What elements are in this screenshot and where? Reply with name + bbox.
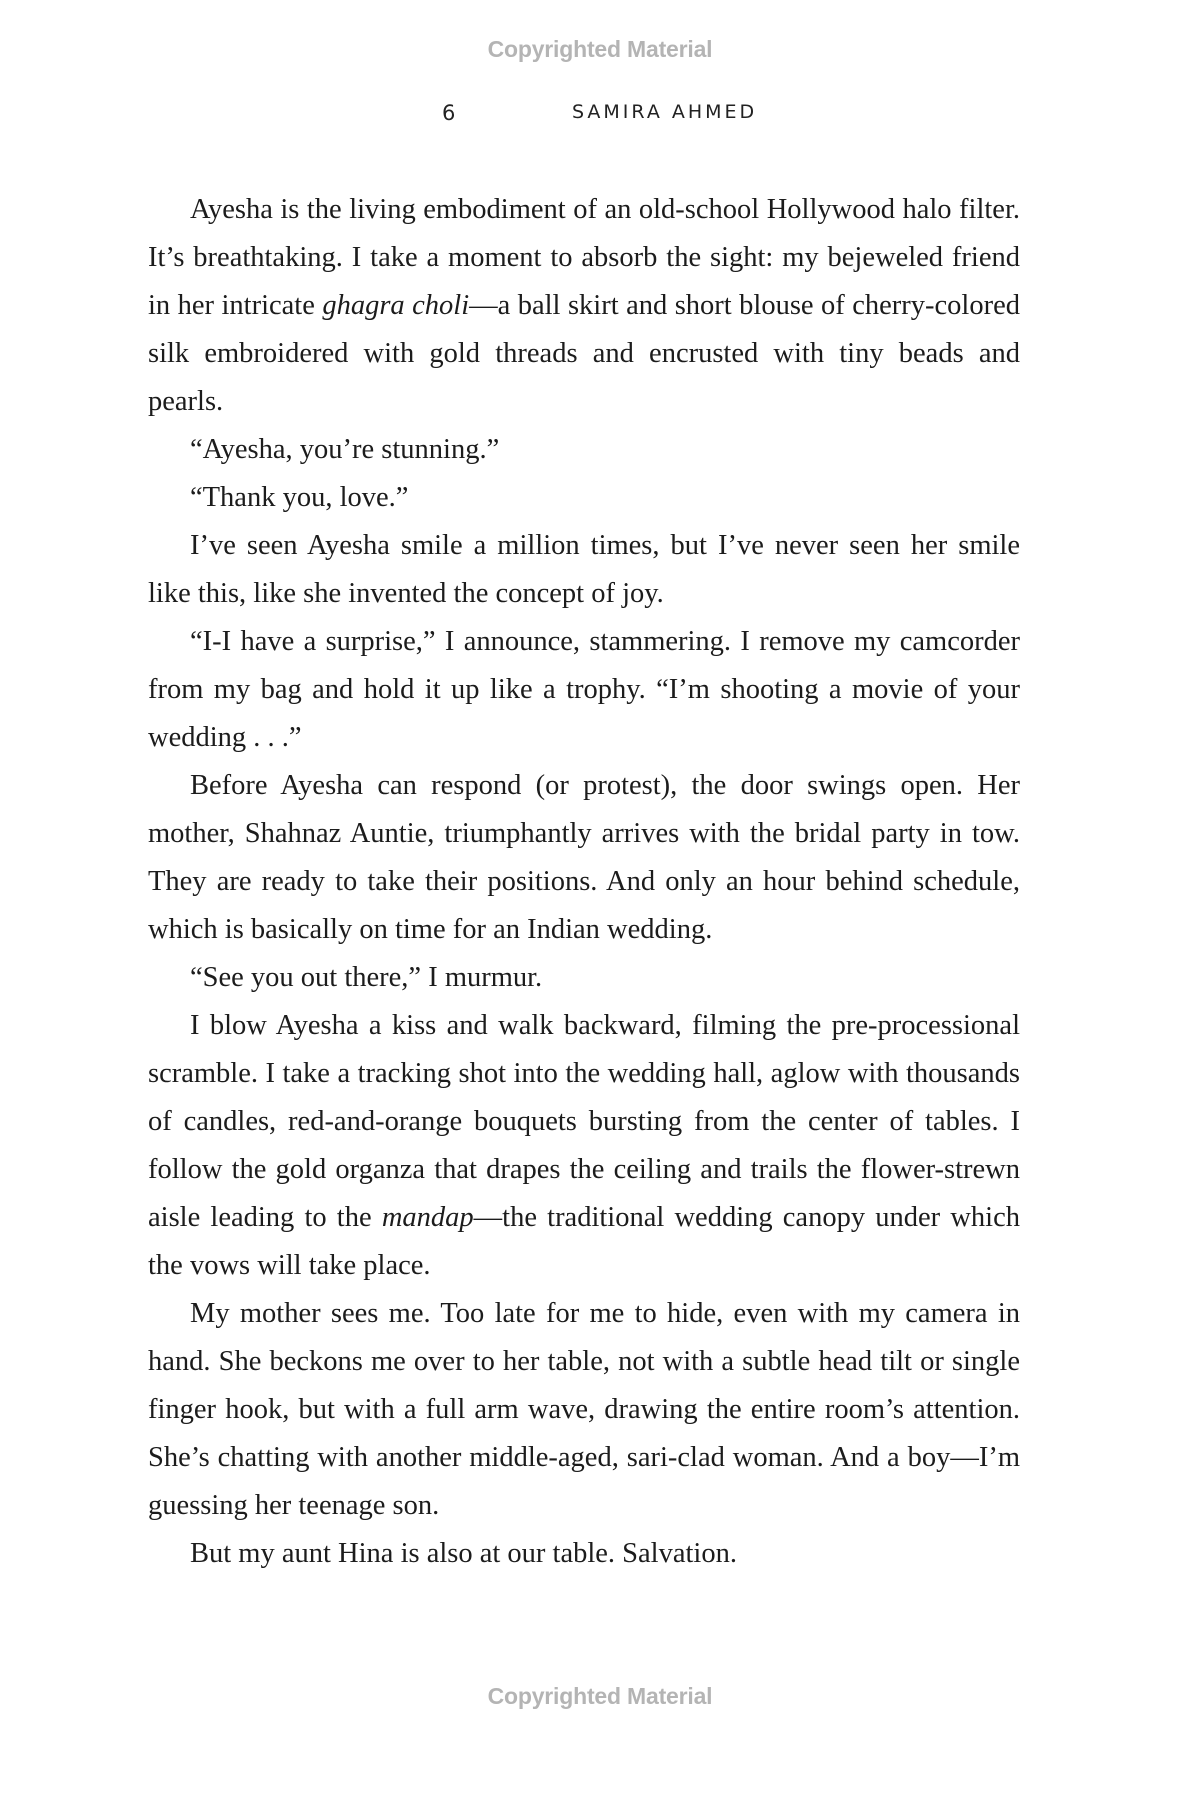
body-text bbox=[148, 186, 1020, 1578]
paragraph-1-text-a: Ayesha is the living embodiment of an old-school Hollywood halo filter. It’s breathtaking. I take a moment to absorb the sight: my bejeweled friend in her intricate bbox=[148, 194, 1020, 321]
copyright-watermark-top: Copyrighted Material bbox=[487, 36, 713, 62]
paragraph-3: “Thank you, love.” bbox=[190, 482, 409, 513]
running-head bbox=[0, 101, 1200, 137]
author-name: SAMIRA AHMED bbox=[572, 101, 758, 123]
paragraph-4: I’ve seen Ayesha smile a million times, but I’ve never seen her smile like this, like she invented the concept of joy. bbox=[148, 530, 1020, 609]
paragraph-6: Before Ayesha can respond (or protest), the door swings open. Her mother, Shahnaz Auntie, triumphantly arrives with the bridal party in tow. They are ready to take their positions. And only an hour behind schedule, which is basically on time for an Indian wedding. bbox=[148, 770, 1020, 945]
paragraph-8-text-a: I blow Ayesha a kiss and walk backward, filming the pre-processional scramble. I take a tracking shot into the wedding hall, aglow with thousands of candles, red-and-orange bouquets bursting from the center of tables. I follow the gold organza that drapes the ceiling and trails the flower-strewn aisle leading to the bbox=[148, 1010, 1020, 1233]
term-mandap: mandap bbox=[381, 1202, 474, 1233]
paragraph-1 bbox=[148, 186, 1020, 426]
paragraph-7: “See you out there,” I murmur. bbox=[190, 962, 543, 993]
copyright-watermark-bottom: Copyrighted Material bbox=[487, 1683, 713, 1709]
paragraph-2: “Ayesha, you’re stunning.” bbox=[190, 434, 500, 465]
paragraph-5: “I-I have a surprise,” I announce, stammering. I remove my camcorder from my bag and hold it up like a trophy. “I’m shooting a movie of your wedding . . .” bbox=[148, 626, 1020, 753]
paragraph-8 bbox=[148, 1002, 1020, 1290]
paragraph-1-text-b: —a ball skirt and short blouse of cherry-colored silk embroidered with gold threads and encrusted with tiny beads and pearls. bbox=[148, 290, 1020, 417]
paragraph-8-text-b: —the traditional wedding canopy under which the vows will take place. bbox=[148, 1202, 1020, 1281]
page-number: 6 bbox=[442, 101, 456, 125]
paragraph-10: But my aunt Hina is also at our table. Salvation. bbox=[190, 1538, 737, 1569]
term-ghagra-choli: ghagra choli bbox=[322, 290, 470, 321]
paragraph-9: My mother sees me. Too late for me to hide, even with my camera in hand. She beckons me over to her table, not with a subtle head tilt or single finger hook, but with a full arm wave, drawing the entire room’s attention. She’s chatting with another middle-aged, sari-clad woman. And a boy—I’m guessing her teenage son. bbox=[148, 1298, 1020, 1521]
